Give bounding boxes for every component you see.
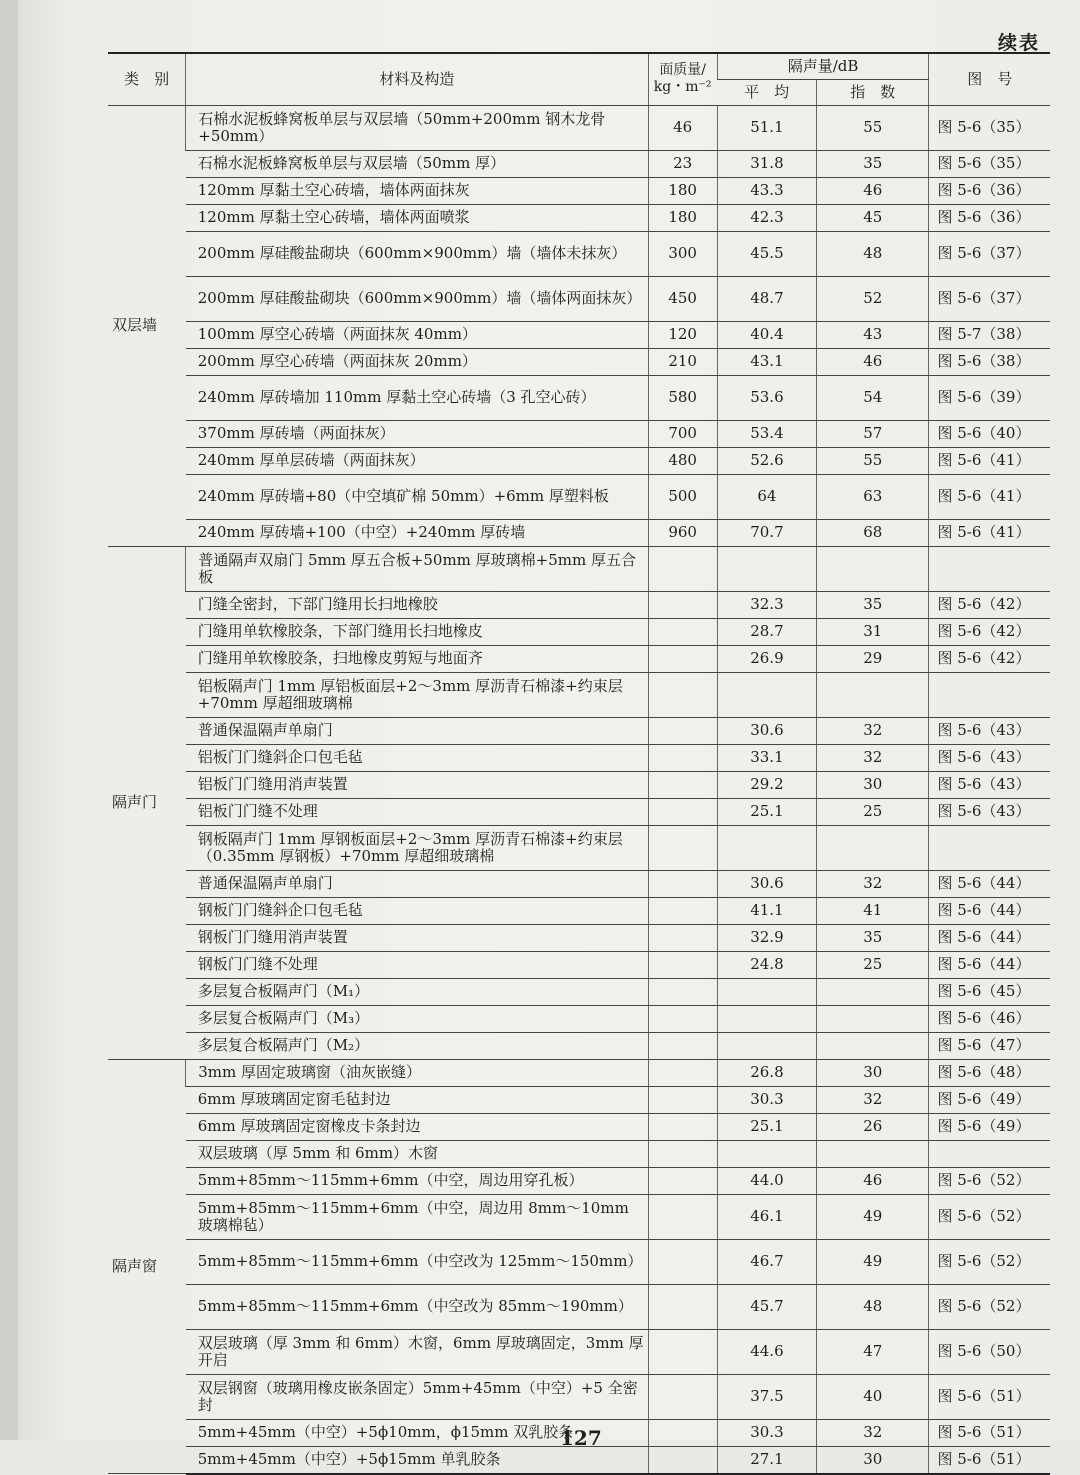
table-row: [108, 870, 1050, 897]
header-figure: 图 号: [929, 53, 1050, 105]
mass-cell: [648, 1446, 717, 1474]
average-cell: 43.1: [717, 348, 816, 375]
material-cell: 双层钢窗（玻璃用橡皮嵌条固定）5mm+45mm（中空）+5 全密封: [186, 1374, 648, 1419]
index-cell: 30: [817, 771, 929, 798]
mass-cell: 700: [648, 420, 717, 447]
figure-cell: [929, 546, 1050, 591]
table-row: [108, 825, 1050, 870]
figure-cell: 图 5-6（42）: [929, 645, 1050, 672]
average-cell: 25.1: [717, 1113, 816, 1140]
table-row: [108, 1005, 1050, 1032]
figure-cell: 图 5-6（44）: [929, 897, 1050, 924]
average-cell: 52.6: [717, 447, 816, 474]
mass-cell: 180: [648, 204, 717, 231]
table-row: [108, 1239, 1050, 1284]
table-row: [108, 1059, 1050, 1086]
index-cell: 32: [817, 1086, 929, 1113]
material-cell: 钢板隔声门 1mm 厚钢板面层+2～3mm 厚沥青石棉漆+约束层（0.35mm 厚钢板）+70mm 厚超细玻璃棉: [186, 825, 648, 870]
mass-cell: 180: [648, 177, 717, 204]
index-cell: 55: [817, 447, 929, 474]
figure-cell: 图 5-6（41）: [929, 447, 1050, 474]
index-cell: 46: [817, 177, 929, 204]
material-cell: 铝板门门缝不处理: [186, 798, 648, 825]
material-cell: 120mm 厚黏土空心砖墙，墙体两面喷浆: [186, 204, 648, 231]
table-row: [108, 771, 1050, 798]
index-cell: [817, 1140, 929, 1167]
figure-cell: 图 5-6（52）: [929, 1239, 1050, 1284]
header-material: 材料及构造: [186, 53, 648, 105]
table-row: [108, 348, 1050, 375]
figure-cell: 图 5-6（48）: [929, 1059, 1050, 1086]
figure-cell: [929, 672, 1050, 717]
average-cell: 51.1: [717, 105, 816, 150]
average-cell: 37.5: [717, 1374, 816, 1419]
mass-cell: 960: [648, 519, 717, 546]
index-cell: 32: [817, 1419, 929, 1446]
average-cell: 30.3: [717, 1086, 816, 1113]
table-row: [108, 1113, 1050, 1140]
material-cell: 200mm 厚硅酸盐砌块（600mm×900mm）墙（墙体两面抹灰）: [186, 276, 648, 321]
category-cell: 隔声窗: [108, 1059, 186, 1474]
table-row: [108, 1194, 1050, 1239]
table-body: [108, 105, 1050, 1474]
material-cell: 240mm 厚砖墙+80（中空填矿棉 50mm）+6mm 厚塑料板: [186, 474, 648, 519]
index-cell: 55: [817, 105, 929, 150]
figure-cell: 图 5-6（43）: [929, 798, 1050, 825]
index-cell: 41: [817, 897, 929, 924]
index-cell: [817, 546, 929, 591]
table-row: [108, 1167, 1050, 1194]
average-cell: 42.3: [717, 204, 816, 231]
material-cell: 门缝用单软橡胶条，下部门缝用长扫地橡皮: [186, 618, 648, 645]
header-average: 平 均: [717, 79, 816, 105]
mass-cell: [648, 717, 717, 744]
figure-cell: 图 5-6（43）: [929, 717, 1050, 744]
index-cell: 68: [817, 519, 929, 546]
average-cell: [717, 546, 816, 591]
index-cell: 49: [817, 1239, 929, 1284]
figure-cell: 图 5-6（51）: [929, 1419, 1050, 1446]
material-cell: 200mm 厚硅酸盐砌块（600mm×900mm）墙（墙体未抹灰）: [186, 231, 648, 276]
figure-cell: 图 5-6（36）: [929, 177, 1050, 204]
page-gutter: [0, 0, 18, 1440]
header-index: 指 数: [817, 79, 929, 105]
table-row: [108, 897, 1050, 924]
mass-cell: [648, 951, 717, 978]
mass-cell: [648, 897, 717, 924]
mass-cell: [648, 546, 717, 591]
mass-cell: [648, 771, 717, 798]
table-row: [108, 519, 1050, 546]
figure-cell: 图 5-6（52）: [929, 1284, 1050, 1329]
figure-cell: 图 5-6（37）: [929, 276, 1050, 321]
figure-cell: 图 5-6（37）: [929, 231, 1050, 276]
average-cell: 64: [717, 474, 816, 519]
table-row: [108, 150, 1050, 177]
average-cell: [717, 1140, 816, 1167]
mass-cell: [648, 1329, 717, 1374]
material-cell: 铝板门门缝用消声装置: [186, 771, 648, 798]
average-cell: 32.9: [717, 924, 816, 951]
material-cell: 门缝用单软橡胶条，扫地橡皮剪短与地面齐: [186, 645, 648, 672]
mass-cell: [648, 672, 717, 717]
material-cell: 240mm 厚单层砖墙（两面抹灰）: [186, 447, 648, 474]
figure-cell: [929, 1140, 1050, 1167]
average-cell: 44.6: [717, 1329, 816, 1374]
mass-cell: 500: [648, 474, 717, 519]
material-cell: 多层复合板隔声门（M₂）: [186, 1032, 648, 1059]
material-cell: 多层复合板隔声门（M₁）: [186, 978, 648, 1005]
mass-cell: [648, 825, 717, 870]
material-cell: 240mm 厚砖墙加 110mm 厚黏土空心砖墙（3 孔空心砖）: [186, 375, 648, 420]
material-cell: 5mm+85mm～115mm+6mm（中空改为 125mm～150mm）: [186, 1239, 648, 1284]
material-cell: 双层玻璃（厚 3mm 和 6mm）木窗，6mm 厚玻璃固定，3mm 厚开启: [186, 1329, 648, 1374]
index-cell: 48: [817, 1284, 929, 1329]
material-cell: 5mm+85mm～115mm+6mm（中空，周边用 8mm～10mm 玻璃棉毡）: [186, 1194, 648, 1239]
table-row: [108, 420, 1050, 447]
table-row: [108, 231, 1050, 276]
table-row: [108, 744, 1050, 771]
material-cell: 200mm 厚空心砖墙（两面抹灰 20mm）: [186, 348, 648, 375]
index-cell: 32: [817, 870, 929, 897]
average-cell: [717, 672, 816, 717]
mass-cell: [648, 1086, 717, 1113]
figure-cell: 图 5-6（52）: [929, 1194, 1050, 1239]
figure-cell: 图 5-6（42）: [929, 618, 1050, 645]
index-cell: 48: [817, 231, 929, 276]
figure-cell: 图 5-6（47）: [929, 1032, 1050, 1059]
table-row: [108, 924, 1050, 951]
material-cell: 钢板门门缝斜企口包毛毡: [186, 897, 648, 924]
average-cell: 43.3: [717, 177, 816, 204]
material-cell: 多层复合板隔声门（M₃）: [186, 1005, 648, 1032]
table-row: [108, 798, 1050, 825]
average-cell: 28.7: [717, 618, 816, 645]
material-cell: 石棉水泥板蜂窝板单层与双层墙（50mm 厚）: [186, 150, 648, 177]
material-cell: 双层玻璃（厚 5mm 和 6mm）木窗: [186, 1140, 648, 1167]
material-cell: 普通隔声双扇门 5mm 厚五合板+50mm 厚玻璃棉+5mm 厚五合板: [186, 546, 648, 591]
average-cell: 46.7: [717, 1239, 816, 1284]
mass-cell: [648, 1032, 717, 1059]
index-cell: 54: [817, 375, 929, 420]
material-cell: 100mm 厚空心砖墙（两面抹灰 40mm）: [186, 321, 648, 348]
figure-cell: 图 5-6（42）: [929, 591, 1050, 618]
table-row: [108, 447, 1050, 474]
header-mass: 面质量/ kg・m⁻²: [648, 53, 717, 105]
mass-cell: [648, 1005, 717, 1032]
average-cell: 53.6: [717, 375, 816, 420]
figure-cell: 图 5-7（38）: [929, 321, 1050, 348]
mass-cell: [648, 978, 717, 1005]
mass-cell: 210: [648, 348, 717, 375]
figure-cell: 图 5-6（41）: [929, 474, 1050, 519]
table-row: [108, 276, 1050, 321]
average-cell: 30.6: [717, 717, 816, 744]
average-cell: 70.7: [717, 519, 816, 546]
material-cell: 5mm+85mm～115mm+6mm（中空改为 85mm～190mm）: [186, 1284, 648, 1329]
index-cell: 63: [817, 474, 929, 519]
material-cell: 6mm 厚玻璃固定窗毛毡封边: [186, 1086, 648, 1113]
mass-cell: [648, 870, 717, 897]
figure-cell: 图 5-6（44）: [929, 870, 1050, 897]
mass-cell: [648, 1194, 717, 1239]
index-cell: 52: [817, 276, 929, 321]
average-cell: 53.4: [717, 420, 816, 447]
average-cell: 25.1: [717, 798, 816, 825]
table-row: [108, 591, 1050, 618]
table-row: [108, 618, 1050, 645]
index-cell: 45: [817, 204, 929, 231]
index-cell: 57: [817, 420, 929, 447]
table-row: [108, 1329, 1050, 1374]
index-cell: 29: [817, 645, 929, 672]
figure-cell: 图 5-6（44）: [929, 951, 1050, 978]
mass-cell: [648, 1113, 717, 1140]
average-cell: [717, 1032, 816, 1059]
index-cell: 26: [817, 1113, 929, 1140]
figure-cell: 图 5-6（49）: [929, 1113, 1050, 1140]
average-cell: 26.8: [717, 1059, 816, 1086]
mass-cell: [648, 591, 717, 618]
average-cell: [717, 1005, 816, 1032]
average-cell: 48.7: [717, 276, 816, 321]
mass-cell: 580: [648, 375, 717, 420]
mass-cell: [648, 1419, 717, 1446]
material-cell: 5mm+45mm（中空）+5ϕ10mm，ϕ15mm 双乳胶条: [186, 1419, 648, 1446]
average-cell: [717, 825, 816, 870]
index-cell: 35: [817, 924, 929, 951]
material-cell: 3mm 厚固定玻璃窗（油灰嵌缝）: [186, 1059, 648, 1086]
page-number: 127: [560, 1426, 602, 1450]
material-cell: 370mm 厚砖墙（两面抹灰）: [186, 420, 648, 447]
index-cell: 35: [817, 591, 929, 618]
average-cell: [717, 978, 816, 1005]
mass-cell: 480: [648, 447, 717, 474]
index-cell: 43: [817, 321, 929, 348]
table-row: [108, 105, 1050, 150]
category-cell: 隔声门: [108, 546, 186, 1059]
sound-insulation-table: [108, 52, 1050, 1475]
average-cell: 32.3: [717, 591, 816, 618]
figure-cell: 图 5-6（45）: [929, 978, 1050, 1005]
figure-cell: 图 5-6（35）: [929, 105, 1050, 150]
material-cell: 石棉水泥板蜂窝板单层与双层墙（50mm+200mm 钢木龙骨+50mm）: [186, 105, 648, 150]
mass-cell: [648, 1239, 717, 1284]
figure-cell: 图 5-6（43）: [929, 744, 1050, 771]
average-cell: 26.9: [717, 645, 816, 672]
table-row: [108, 1374, 1050, 1419]
average-cell: 45.5: [717, 231, 816, 276]
mass-cell: [648, 645, 717, 672]
table-row: [108, 717, 1050, 744]
mass-cell: 450: [648, 276, 717, 321]
index-cell: 47: [817, 1329, 929, 1374]
average-cell: 30.6: [717, 870, 816, 897]
table-row: [108, 321, 1050, 348]
mass-cell: [648, 618, 717, 645]
mass-cell: [648, 744, 717, 771]
continued-label: 续表: [997, 32, 1040, 54]
mass-cell: 46: [648, 105, 717, 150]
table-row: [108, 1284, 1050, 1329]
average-cell: 30.3: [717, 1419, 816, 1446]
index-cell: 46: [817, 1167, 929, 1194]
table-header: [108, 53, 1050, 105]
mass-cell: 300: [648, 231, 717, 276]
figure-cell: 图 5-6（35）: [929, 150, 1050, 177]
figure-cell: 图 5-6（36）: [929, 204, 1050, 231]
average-cell: 41.1: [717, 897, 816, 924]
material-cell: 5mm+85mm～115mm+6mm（中空，周边用穿孔板）: [186, 1167, 648, 1194]
table-row: [108, 951, 1050, 978]
table-row: [108, 978, 1050, 1005]
mass-cell: 23: [648, 150, 717, 177]
index-cell: 49: [817, 1194, 929, 1239]
material-cell: 普通保温隔声单扇门: [186, 717, 648, 744]
figure-cell: 图 5-6（51）: [929, 1446, 1050, 1474]
average-cell: 40.4: [717, 321, 816, 348]
material-cell: 门缝全密封，下部门缝用长扫地橡胶: [186, 591, 648, 618]
index-cell: 30: [817, 1059, 929, 1086]
table-row: [108, 1086, 1050, 1113]
figure-cell: 图 5-6（49）: [929, 1086, 1050, 1113]
material-cell: 120mm 厚黏土空心砖墙，墙体两面抹灰: [186, 177, 648, 204]
table-row: [108, 204, 1050, 231]
index-cell: 30: [817, 1446, 929, 1474]
index-cell: [817, 1005, 929, 1032]
table-row: [108, 546, 1050, 591]
average-cell: 46.1: [717, 1194, 816, 1239]
figure-cell: 图 5-6（52）: [929, 1167, 1050, 1194]
table-row: [108, 1140, 1050, 1167]
index-cell: 40: [817, 1374, 929, 1419]
index-cell: 32: [817, 717, 929, 744]
average-cell: 44.0: [717, 1167, 816, 1194]
figure-cell: 图 5-6（38）: [929, 348, 1050, 375]
index-cell: [817, 672, 929, 717]
table-row: [108, 474, 1050, 519]
figure-cell: 图 5-6（43）: [929, 771, 1050, 798]
table-row: [108, 672, 1050, 717]
table-row: [108, 645, 1050, 672]
figure-cell: 图 5-6（40）: [929, 420, 1050, 447]
figure-cell: 图 5-6（41）: [929, 519, 1050, 546]
material-cell: 240mm 厚砖墙+100（中空）+240mm 厚砖墙: [186, 519, 648, 546]
material-cell: 普通保温隔声单扇门: [186, 870, 648, 897]
index-cell: 35: [817, 150, 929, 177]
mass-cell: [648, 1284, 717, 1329]
average-cell: 27.1: [717, 1446, 816, 1474]
average-cell: 29.2: [717, 771, 816, 798]
index-cell: 46: [817, 348, 929, 375]
figure-cell: 图 5-6（50）: [929, 1329, 1050, 1374]
material-cell: 钢板门门缝不处理: [186, 951, 648, 978]
mass-cell: [648, 924, 717, 951]
material-cell: 铝板门门缝斜企口包毛毡: [186, 744, 648, 771]
index-cell: 25: [817, 798, 929, 825]
mass-cell: 120: [648, 321, 717, 348]
figure-cell: 图 5-6（51）: [929, 1374, 1050, 1419]
index-cell: [817, 1032, 929, 1059]
figure-cell: 图 5-6（39）: [929, 375, 1050, 420]
table-row: [108, 1032, 1050, 1059]
index-cell: [817, 825, 929, 870]
figure-cell: 图 5-6（46）: [929, 1005, 1050, 1032]
table-row: [108, 177, 1050, 204]
figure-cell: 图 5-6（44）: [929, 924, 1050, 951]
index-cell: [817, 978, 929, 1005]
table-row: [108, 1446, 1050, 1474]
index-cell: 31: [817, 618, 929, 645]
mass-cell: [648, 1059, 717, 1086]
mass-cell: [648, 1140, 717, 1167]
material-cell: 5mm+45mm（中空）+5ϕ15mm 单乳胶条: [186, 1446, 648, 1474]
category-cell: 双层墙: [108, 105, 186, 546]
mass-cell: [648, 1167, 717, 1194]
average-cell: 31.8: [717, 150, 816, 177]
figure-cell: [929, 825, 1050, 870]
average-cell: 24.8: [717, 951, 816, 978]
average-cell: 45.7: [717, 1284, 816, 1329]
index-cell: 32: [817, 744, 929, 771]
mass-cell: [648, 1374, 717, 1419]
mass-cell: [648, 798, 717, 825]
index-cell: 25: [817, 951, 929, 978]
table-row: [108, 375, 1050, 420]
average-cell: 33.1: [717, 744, 816, 771]
material-cell: 6mm 厚玻璃固定窗橡皮卡条封边: [186, 1113, 648, 1140]
header-category: 类 别: [108, 53, 186, 105]
header-insulation: 隔声量/dB: [717, 53, 929, 79]
material-cell: 铝板隔声门 1mm 厚铝板面层+2～3mm 厚沥青石棉漆+约束层+70mm 厚超细玻璃棉: [186, 672, 648, 717]
material-cell: 钢板门门缝用消声装置: [186, 924, 648, 951]
